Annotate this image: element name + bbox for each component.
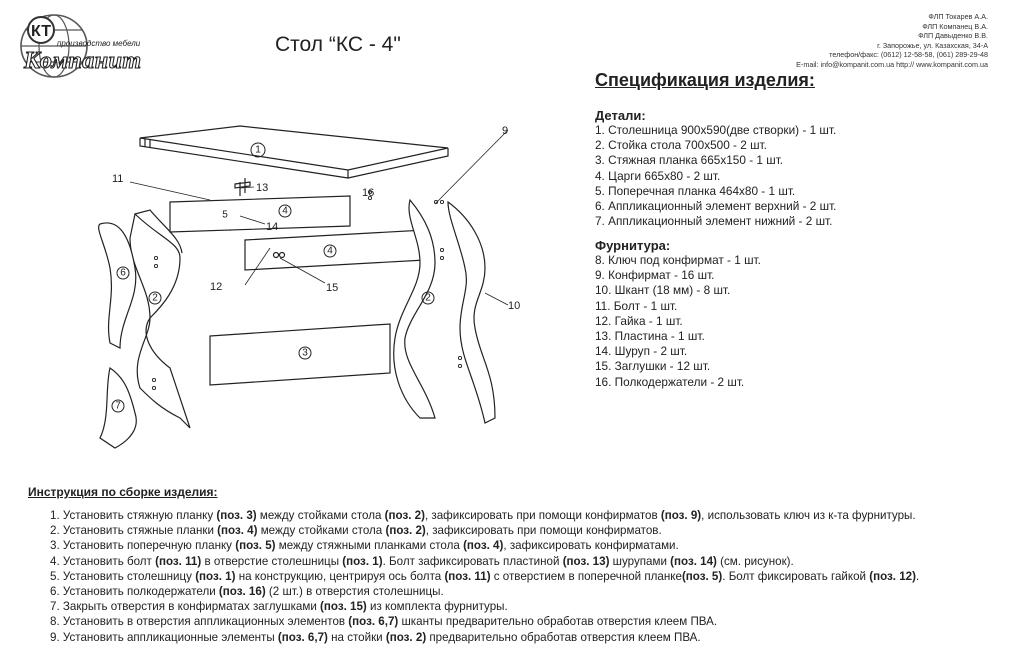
part-number-label: 2 xyxy=(152,292,158,304)
step-text: между стяжными планками стола xyxy=(275,539,464,553)
document-title: Стол “КС - 4" xyxy=(275,33,401,56)
list-item: 2. Стойка стола 700х500 - 2 шт. xyxy=(595,138,767,153)
callout-label: 11 xyxy=(112,173,124,185)
position-ref: (поз. 14) xyxy=(670,554,717,568)
instruction-step xyxy=(50,523,919,538)
position-ref: (поз. 11) xyxy=(444,569,491,583)
step-text: между стойками стола xyxy=(256,509,385,522)
company-line: ФЛП Токарев А.А. xyxy=(928,12,988,21)
instructions-list xyxy=(50,508,919,645)
position-ref: (поз. 16) xyxy=(218,585,266,599)
company-line: телефон/факс: (0612) 12-58-58, (061) 289-29-48 xyxy=(829,50,988,60)
company-line: ФЛП Давыденко В.В. xyxy=(918,31,988,41)
step-text: 3. Установить поперечную планку xyxy=(50,539,236,553)
part-number-labels xyxy=(90,118,560,463)
step-text: шканты предварительно обработав отверстия клеем ПВА. xyxy=(398,615,718,629)
position-ref: (поз. 9) xyxy=(660,509,702,522)
part-number-label: 5 xyxy=(222,209,228,221)
step-text: 9. Установить аппликационные элементы xyxy=(50,630,278,644)
company-line: г. Запорожье, ул. Казахская, 34-А xyxy=(877,40,988,50)
step-text: . Болт зафиксировать пластиной xyxy=(382,554,563,568)
step-text: , зафиксировать при помощи конфирматов xyxy=(424,509,661,522)
part-number-label: 7 xyxy=(115,400,121,412)
fittings-title: Фурнитура: xyxy=(595,238,671,253)
instruction-step xyxy=(50,599,919,614)
step-text: 5. Установить столешницу xyxy=(50,569,196,583)
instruction-step xyxy=(50,508,919,523)
step-text: 6. Установить полкодержатели xyxy=(50,585,219,599)
position-ref: (поз. 13) xyxy=(562,554,610,568)
company-logo xyxy=(12,12,177,82)
list-item: 11. Болт - 1 шт. xyxy=(595,298,678,313)
position-ref: (поз. 2) xyxy=(384,509,425,522)
list-item: 14. Шуруп - 2 шт. xyxy=(595,344,688,359)
callout-label: 12 xyxy=(210,281,223,293)
list-item: 3. Стяжная планка 665х150 - 1 шт. xyxy=(595,153,784,168)
step-text: 7. Закрыть отверстия в конфирматах заглушками xyxy=(50,600,321,614)
list-item: 1. Столешница 900х590(две створки) - 1 шт. xyxy=(595,123,837,137)
position-ref: (поз. 1) xyxy=(195,569,236,583)
list-item: 10. Шкант (18 мм) - 8 шт. xyxy=(595,283,731,298)
list-item: 16. Полкодержатели - 2 шт. xyxy=(595,374,745,389)
step-text: , зафиксировать конфирматами. xyxy=(503,539,679,553)
position-ref: (поз. 2) xyxy=(385,524,426,538)
list-item: 4. Царги 665х80 - 2 шт. xyxy=(595,168,721,183)
callout-label: 14 xyxy=(266,221,279,233)
step-text: в отверстие столешницы xyxy=(201,554,343,568)
parts-title: Детали: xyxy=(595,108,646,123)
step-text: между стойками стола xyxy=(257,524,386,538)
callout-label: 16 xyxy=(362,187,375,199)
position-ref: (поз. 6,7) xyxy=(277,630,328,644)
position-ref: (поз. 3) xyxy=(216,509,257,522)
assembly-drawing xyxy=(90,118,560,463)
position-ref: (поз. 2) xyxy=(385,630,427,644)
list-item: 13. Пластина - 1 шт. xyxy=(595,329,705,344)
step-text: 1. Установить стяжную планку xyxy=(50,509,217,522)
step-text: на конструкцию, центрируя ось болта xyxy=(235,569,445,583)
globe-logo-icon xyxy=(12,12,177,82)
instruction-step xyxy=(50,569,919,584)
instruction-step xyxy=(50,538,919,553)
list-item: 7. Аппликационный элемент нижний - 2 шт. xyxy=(595,214,833,229)
part-number-label: 2 xyxy=(425,292,431,304)
callout-label: 15 xyxy=(326,282,339,294)
position-ref: (поз. 5) xyxy=(681,569,723,583)
position-ref: (поз. 15) xyxy=(320,600,367,614)
spec-heading: Спецификация изделия: xyxy=(595,70,815,90)
list-item: 9. Конфирмат - 16 шт. xyxy=(595,268,715,283)
instruction-step xyxy=(50,584,919,599)
logo-name: Компанит xyxy=(24,48,142,74)
step-text: . xyxy=(915,569,920,583)
part-number-label: 1 xyxy=(255,144,261,156)
step-text: , зафиксировать при помощи конфирматов. xyxy=(425,524,662,538)
step-text: (см. рисунок). xyxy=(716,554,794,568)
instruction-step xyxy=(50,630,919,645)
part-number-label: 4 xyxy=(327,245,333,257)
list-item: 15. Заглушки - 12 шт. xyxy=(595,359,711,374)
position-ref: (поз. 4) xyxy=(463,539,504,553)
position-ref: (поз. 6,7) xyxy=(348,615,399,629)
position-ref: (поз. 1) xyxy=(342,554,383,568)
position-ref: (поз. 5) xyxy=(235,539,276,553)
company-line: ФЛП Компанец В.А. xyxy=(922,21,988,31)
instruction-step xyxy=(50,614,919,629)
step-text: 4. Установить болт xyxy=(50,554,156,568)
step-text: шурупами xyxy=(609,554,671,568)
list-item: 6. Аппликационный элемент верхний - 2 шт. xyxy=(595,199,837,214)
part-number-label: 6 xyxy=(120,267,126,279)
logo-tagline: производство мебели xyxy=(57,39,141,48)
step-text: , использовать ключ из к-та фурнитуры. xyxy=(701,509,916,522)
instruction-step xyxy=(50,554,919,569)
step-text: на стойки xyxy=(327,630,386,644)
callout-label: 10 xyxy=(508,300,521,312)
step-text: с отверстием в поперечной планке xyxy=(490,569,682,583)
part-number-label: 4 xyxy=(282,205,288,217)
step-text: 2. Установить стяжные планки xyxy=(50,524,218,538)
position-ref: (поз. 12) xyxy=(869,569,916,583)
step-text: . Болт фиксировать гайкой xyxy=(722,569,870,583)
step-text: из комплекта фурнитуры. xyxy=(366,600,508,614)
list-item: 5. Поперечная планка 464х80 - 1 шт. xyxy=(595,183,796,198)
instructions-heading: Инструкция по сборке изделия: xyxy=(28,485,218,499)
position-ref: (поз. 4) xyxy=(217,524,258,538)
step-text: 8. Установить в отверстия аппликационных элементов xyxy=(50,615,349,629)
part-number-label: 3 xyxy=(302,347,308,359)
company-contacts xyxy=(796,12,988,70)
callout-label: 13 xyxy=(256,182,269,194)
company-line: E-mail: info@kompanit.com.ua http:// www.kompanit.com.ua xyxy=(796,59,988,69)
parts-list xyxy=(595,108,836,229)
logo-letters: КТ xyxy=(31,23,51,40)
list-item: 12. Гайка - 1 шт. xyxy=(595,313,683,328)
position-ref: (поз. 11) xyxy=(155,554,202,568)
step-text: предварительно обработав отверстия клеем ПВА. xyxy=(426,630,701,644)
callout-label: 9 xyxy=(502,125,509,137)
fittings-list xyxy=(595,238,761,390)
list-item: 8. Ключ под конфирмат - 1 шт. xyxy=(595,253,761,267)
step-text: (2 шт.) в отверстия столешницы. xyxy=(265,585,444,599)
